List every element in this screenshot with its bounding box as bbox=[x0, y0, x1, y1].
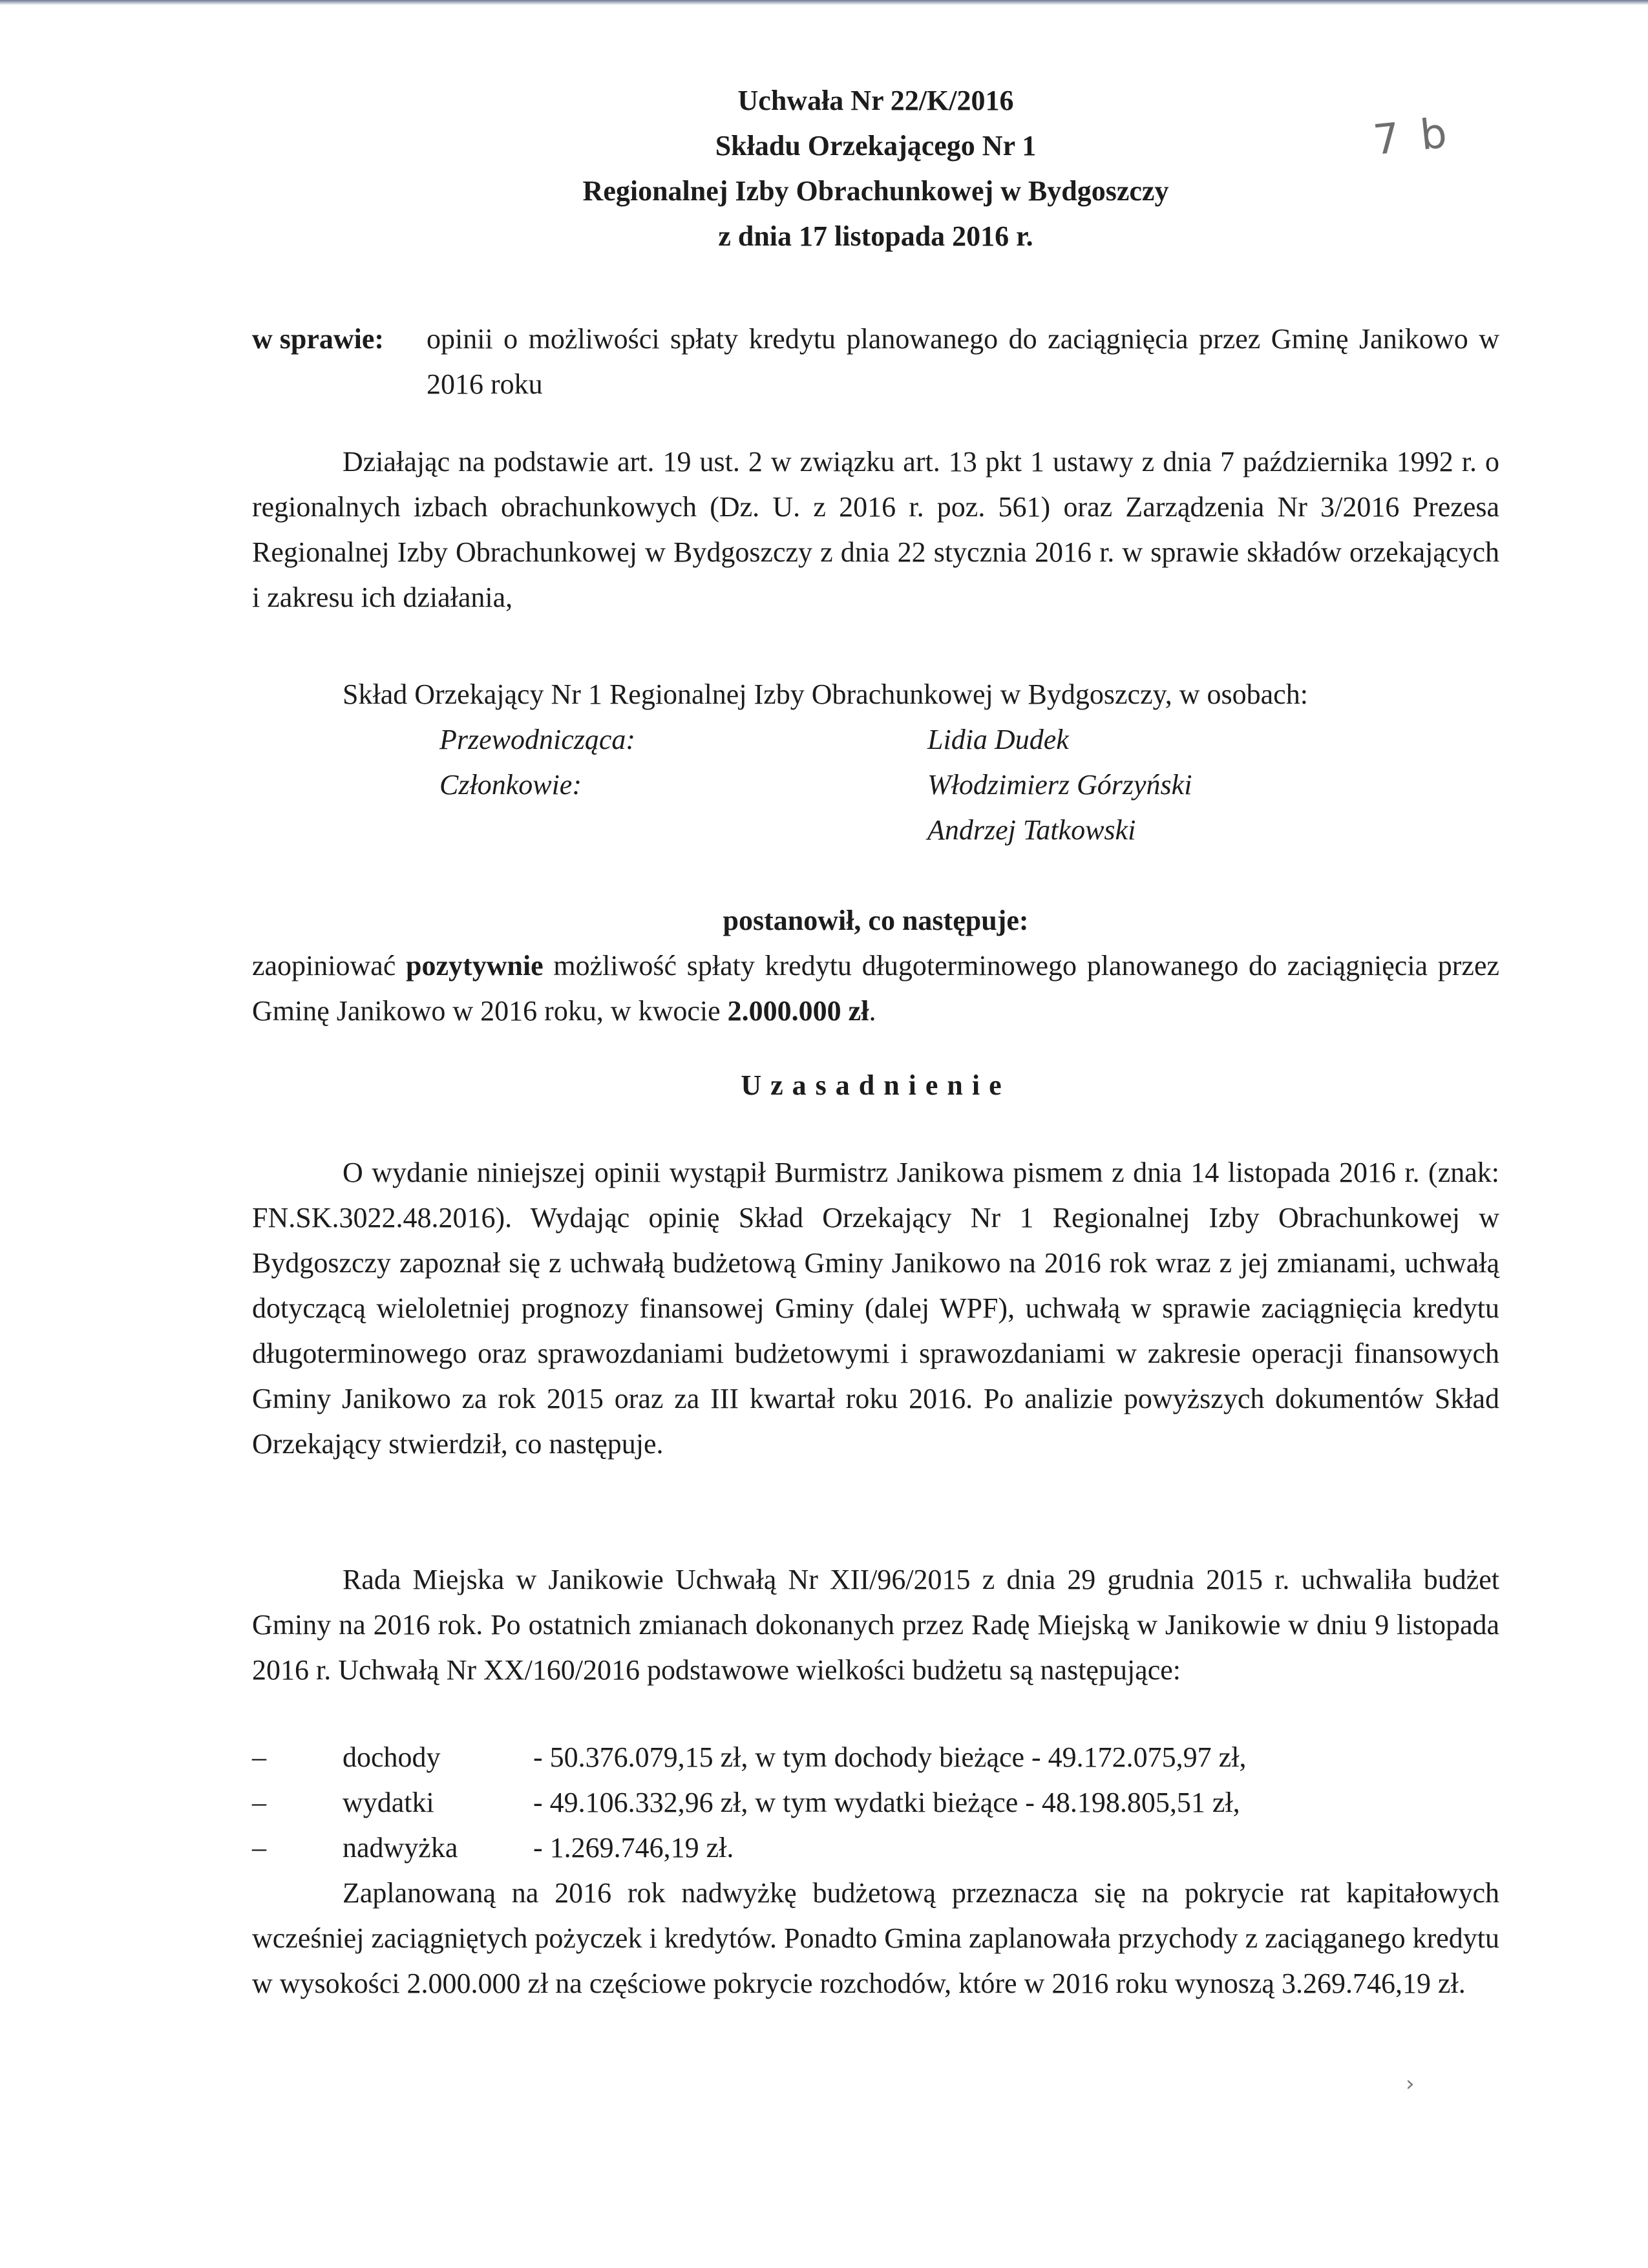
chair-role: Przewodnicząca: bbox=[439, 724, 636, 755]
decision-text: zaopiniować pozytywnie możliwość spłaty kredytu długoterminowego planowanego do zaciągnięcia przez Gminę Janikowo w 2016 roku, w kwocie 2.000.000 zł. bbox=[252, 950, 1500, 1027]
resolution-number: Uchwała Nr 22/K/2016 bbox=[737, 85, 1014, 116]
subject-label: w sprawie: bbox=[252, 323, 385, 355]
member-name-2: Andrzej Tatkowski bbox=[927, 814, 1136, 846]
subject-text: opinii o możliwości spłaty kredytu planowanego do zaciągnięcia przez Gminę Janikowo w 2016 roku bbox=[427, 323, 1499, 400]
decision-bold-positive: pozytywnie bbox=[406, 950, 544, 982]
justification-paragraph-3: Zaplanowaną na 2016 rok nadwyżkę budżetową przeznacza się na pokrycie rat kapitałowych wcześniej zaciągniętych pożyczek i kredytów. Ponadto Gmina zaplanowała przychody z zaciąganego kredytu w wysokości 2.000.000 zł na częściowe pokrycie rozchodów, które w 2016 roku wynoszą 3.269.746,19 zł. bbox=[252, 1877, 1499, 1999]
members-role: Członkowie: bbox=[439, 769, 582, 801]
handwritten-page-number: 7 b bbox=[1371, 109, 1453, 165]
panel-name: Składu Orzekającego Nr 1 bbox=[715, 130, 1037, 162]
justification-title: Uzasadnienie bbox=[741, 1069, 1011, 1101]
justification-paragraph-2: Rada Miejska w Janikowie Uchwałą Nr XII/96/2015 z dnia 29 grudnia 2015 r. uchwaliła budżet Gminy na 2016 rok. Po ostatnich zmianach dokonanych przez Radę Miejską w Janikowie w dniu 9 listopada 2016 r. Uchwałą Nr XX/160/2016 podstawowe wielkości budżetu są następujące: bbox=[252, 1564, 1499, 1686]
panel-intro: Skład Orzekający Nr 1 Regionalnej Izby Obrachunkowej w Bydgoszczy, w osobach: bbox=[343, 678, 1308, 710]
justification-paragraph-1: O wydanie niniejszej opinii wystąpił Burmistrz Janikowa pismem z dnia 14 listopada 2016 r. (znak: FN.SK.3022.48.2016). Wydając opinię Skład Orzekający Nr 1 Regionalnej Izby Obrachunkowej w Bydgoszczy zapoznał się z uchwałą budżetową Gminy Janikowo na 2016 rok wraz z jej zmianami, uchwałą dotyczącą wieloletniej prognozy finansowej Gminy (dalej WPF), uchwałą w sprawie zaciągnięcia kredytu długoterminowego oraz sprawozdaniami budżetowymi i sprawozdaniami w zakresie operacji finansowych Gminy Janikowo za rok 2015 oraz za III kwartał roku 2016. Po analizie powyższych dokumentów Skład Orzekający stwierdził, co następuje. bbox=[252, 1157, 1499, 1460]
chair-name: Lidia Dudek bbox=[927, 724, 1069, 755]
document-page: Uchwała Nr 22/K/2016 Składu Orzekającego Nr 1 Regionalnej Izby Obrachunkowej w Bydgoszczy z dnia 17 listopada 2016 r. w sprawie: opinii o możliwości spłaty kredytu planowanego do zaciągnięcia przez Gminę Janikowo w 2016 roku Działając na podstawie art. 19 ust. 2 w związku art. 13 pkt 1 ustawy z dnia 7 października 1992 r. o regionalnych izbach obrachunkowych (Dz. U. z 2016 r. poz. 561) oraz Zarządzenia Nr 3/2016 Prezesa Regionalnej Izby Obrachunkowej w Bydgoszczy z dnia 22 stycznia 2016 r. w sprawie składów orzekających i zakresu ich działania, Skład Orzekający Nr 1 Regionalnej Izby Obrachunkowej w Bydgoszczy, w osobach: Przewodnicząca: Lidia Dudek Członkowie: Włodzimierz Górzyński Andrzej Tatkowski postanowił, co następuje: zaopiniować pozytywnie możliwość spłaty kredytu długoterminowego planowanego do zaciągnięcia przez Gminę Janikowo w 2016 roku, w kwocie 2.000.000 zł. Uzasadnienie O wydanie niniejszej opinii wystąpił Burmistrz Janikowa pismem z dnia 14 listopada 2016 r. (znak: FN.SK.3022.48.2016). Wydając opinię Skład Orzekający Nr 1 Regionalnej Izby Obrachunkowej w Bydgoszczy zapoznał się z uchwałą budżetową Gminy Janikowo na 2016 rok wraz z jej zmianami, uchwałą dotyczącą wieloletniej prognozy finansowej Gminy (dalej WPF), uchwałą w sprawie zaciągnięcia kredytu długoterminowego oraz sprawozdaniami budżetowymi i sprawozdaniami w zakresie operacji finansowych Gminy Janikowo za rok 2015 oraz za III kwartał roku 2016. Po analizie powyższych dokumentów Skład Orzekający stwierdził, co następuje. Rada Miejska w Janikowie Uchwałą Nr XII/96/2015 z dnia 29 grudnia 2015 r. uchwaliła budżet Gminy na 2016 rok. Po ostatnich zmianach dokonanych przez Radę Miejską w Janikowie w dniu 9 listopada 2016 r. Uchwałą Nr XX/160/2016 podstawowe wielkości budżetu są następujące: – dochody - 50.376.079,15 zł, w tym dochody bieżące - 49.172.075,97 zł, – wydatki - 49.106.332,96 zł, w tym wydatki bieżące - 48.198.805,51 zł, – nadwyżka - 1.269.746,19 zł. Zaplanowaną na 2016 rok nadwyżkę budżetową przeznacza się na pokrycie rat kapitałowych wcześniej zaciągniętych pożyczek i kredytów. Ponadto Gmina zaplanowała przychody z zaciąganego kredytu w wysokości 2.000.000 zł na częściowe pokrycie rozchodów, które w 2016 roku wynoszą 3.269.746,19 zł. bbox=[252, 0, 1499, 2268]
member-name-1: Włodzimierz Górzyński bbox=[927, 769, 1192, 801]
chamber-name: Regionalnej Izby Obrachunkowej w Bydgoszczy bbox=[582, 175, 1169, 207]
resolution-date: z dnia 17 listopada 2016 r. bbox=[718, 220, 1033, 252]
decision-bold-amount: 2.000.000 zł bbox=[727, 995, 869, 1027]
legal-basis-paragraph: Działając na podstawie art. 19 ust. 2 w związku art. 13 pkt 1 ustawy z dnia 7 października 1992 r. o regionalnych izbach obrachunkowych (Dz. U. z 2016 r. poz. 561) oraz Zarządzenia Nr 3/2016 Prezesa Regionalnej Izby Obrachunkowej w Bydgoszczy z dnia 22 stycznia 2016 r. w sprawie składów orzekających i zakresu ich działania, bbox=[252, 446, 1499, 613]
decision-title: postanowił, co następuje: bbox=[723, 905, 1029, 936]
stray-pen-mark: › bbox=[1406, 2071, 1415, 2097]
